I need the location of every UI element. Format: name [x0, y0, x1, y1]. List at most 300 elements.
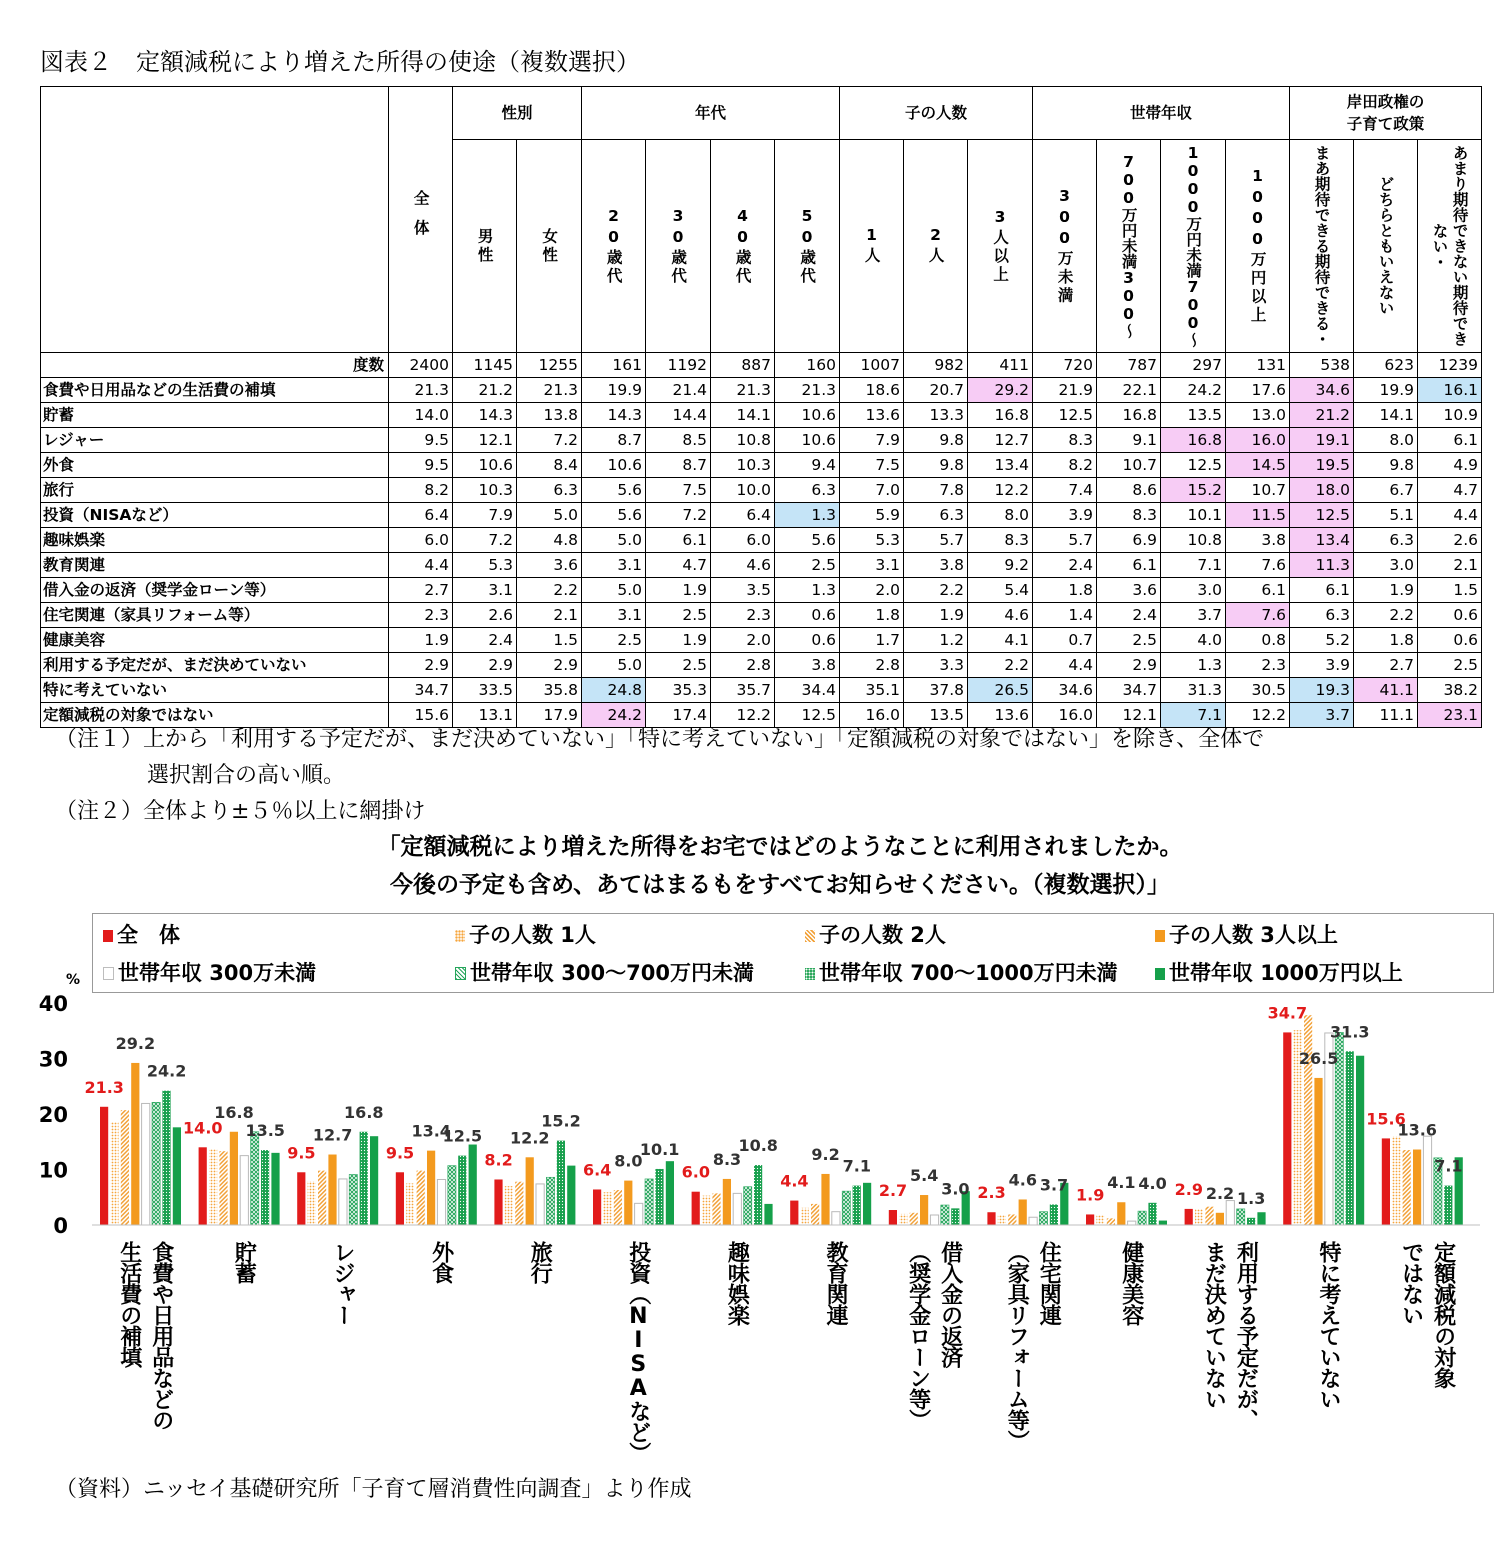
category-label: （家具リフォーム等）	[1004, 1241, 1030, 1451]
value-cell: 10.9	[1418, 403, 1482, 428]
value-cell: 8.2	[1033, 453, 1097, 478]
category-label: 貯蓄	[231, 1241, 257, 1283]
value-cell: 4.4	[1033, 653, 1097, 678]
value-cell: 10.7	[1226, 478, 1290, 503]
value-cell: 34.4	[775, 678, 840, 703]
value-cell: 2.3	[711, 603, 775, 628]
row-label: 住宅関連（家具リフォーム等）	[41, 603, 389, 628]
group-header: 世帯年収	[1033, 87, 1290, 140]
value-cell: 3.8	[904, 553, 968, 578]
column-header-text: 2人	[926, 226, 945, 266]
category-label: 食費や日用品などの	[148, 1241, 174, 1430]
value-cell: 5.2	[1290, 628, 1354, 653]
value-cell: 3.6	[1097, 578, 1161, 603]
value-cell: 10.3	[711, 453, 775, 478]
data-label-700-1000: 15.2	[541, 1111, 581, 1131]
value-cell: 26.5	[968, 678, 1033, 703]
bar	[832, 1212, 840, 1225]
data-label-700-1000: 10.1	[639, 1139, 680, 1159]
value-cell: 2.3	[389, 603, 453, 628]
value-cell: 3.3	[904, 653, 968, 678]
group-header: 年代	[582, 87, 840, 140]
bar	[1257, 1212, 1265, 1225]
value-cell: 11.3	[1290, 553, 1354, 578]
value-cell: 7.2	[517, 428, 582, 453]
value-cell: 7.6	[1226, 553, 1290, 578]
category-label: 住宅関連	[1036, 1241, 1062, 1325]
legend-label: 子の人数 2人	[819, 923, 946, 947]
value-cell: 9.4	[775, 453, 840, 478]
column-header-text: 全体	[411, 190, 430, 249]
value-cell: 9.8	[904, 428, 968, 453]
data-label-total: 34.7	[1267, 1003, 1308, 1023]
value-cell: 0.8	[1226, 628, 1290, 653]
value-cell: 9.8	[904, 453, 968, 478]
value-cell: 16.8	[968, 403, 1033, 428]
count-cell: 1145	[453, 353, 517, 378]
bar	[987, 1212, 995, 1225]
value-cell: 4.6	[711, 553, 775, 578]
value-cell: 33.5	[453, 678, 517, 703]
legend-label: 世帯年収 700〜1000万円未満	[819, 961, 1118, 985]
bar	[427, 1151, 435, 1225]
value-cell: 37.8	[904, 678, 968, 703]
bar	[764, 1204, 772, 1225]
row-label: 定額減税の対象ではない	[41, 703, 389, 728]
value-cell: 3.7	[1290, 703, 1354, 728]
y-tick-label: 20	[38, 1103, 68, 1127]
note-1-continued: 選択割合の高い順。	[147, 763, 346, 788]
data-label-3plus: 26.5	[1298, 1048, 1339, 1068]
value-cell: 16.0	[1033, 703, 1097, 728]
value-cell: 3.1	[582, 553, 646, 578]
value-cell: 8.7	[646, 453, 711, 478]
bar	[567, 1166, 575, 1225]
bar	[515, 1182, 523, 1225]
value-cell: 8.0	[968, 503, 1033, 528]
value-cell: 18.0	[1290, 478, 1354, 503]
value-cell: 3.9	[1033, 503, 1097, 528]
value-cell: 4.6	[968, 603, 1033, 628]
data-label-3plus: 29.2	[115, 1033, 156, 1053]
data-label-3plus: 16.8	[214, 1102, 254, 1122]
value-cell: 12.1	[453, 428, 517, 453]
value-cell: 1.3	[1161, 653, 1226, 678]
column-header-text: 50歳代	[798, 206, 817, 286]
value-cell: 6.3	[904, 503, 968, 528]
value-cell: 3.8	[1226, 528, 1290, 553]
value-cell: 21.2	[453, 378, 517, 403]
data-label-total: 15.6	[1366, 1109, 1406, 1129]
column-header-text: 1000万円以上	[1248, 167, 1267, 325]
bar	[1050, 1204, 1058, 1225]
value-cell: 10.1	[1161, 503, 1226, 528]
value-cell: 16.8	[1161, 428, 1226, 453]
value-cell: 8.7	[582, 428, 646, 453]
question-line-2: 今後の予定も含め、あてはまるもをすべてお知らせください。（複数選択）」	[390, 872, 1170, 898]
value-cell: 2.1	[517, 603, 582, 628]
row-label: 貯蓄	[41, 403, 389, 428]
bar	[1216, 1213, 1224, 1225]
note-2: （注２）全体より±５％以上に網掛け	[55, 799, 426, 824]
value-cell: 4.9	[1418, 453, 1482, 478]
legend-label: 世帯年収 300〜700万円未満	[470, 961, 754, 985]
column-header-text: 1人	[862, 226, 881, 266]
legend-label: 子の人数 1人	[469, 923, 596, 947]
bar	[801, 1208, 809, 1225]
data-label-3plus: 12.7	[312, 1125, 353, 1145]
legend-label: 全 体	[117, 923, 180, 947]
data-label-total: 14.0	[183, 1118, 223, 1138]
value-cell: 5.6	[582, 503, 646, 528]
value-cell: 1.5	[517, 628, 582, 653]
count-cell: 161	[582, 353, 646, 378]
count-cell: 1239	[1418, 353, 1482, 378]
value-cell: 5.6	[775, 528, 840, 553]
value-cell: 1.3	[775, 578, 840, 603]
value-cell: 2.0	[711, 628, 775, 653]
value-cell: 2.3	[1226, 653, 1290, 678]
data-label-total: 21.3	[84, 1077, 124, 1097]
value-cell: 19.5	[1290, 453, 1354, 478]
value-cell: 9.8	[1354, 453, 1418, 478]
bar	[349, 1174, 357, 1225]
bar	[546, 1177, 554, 1225]
bar	[110, 1122, 118, 1225]
value-cell: 21.3	[517, 378, 582, 403]
bar	[370, 1136, 378, 1225]
count-cell: 720	[1033, 353, 1097, 378]
value-cell: 4.7	[646, 553, 711, 578]
bar	[920, 1195, 928, 1225]
legend-label: 子の人数 3人以上	[1169, 923, 1338, 947]
value-cell: 17.9	[517, 703, 582, 728]
value-cell: 10.3	[453, 478, 517, 503]
count-cell: 623	[1354, 353, 1418, 378]
value-cell: 5.0	[517, 503, 582, 528]
row-label: レジャー	[41, 428, 389, 453]
bar	[1117, 1202, 1125, 1225]
value-cell: 13.6	[840, 403, 904, 428]
data-label-total: 4.4	[780, 1171, 809, 1191]
value-cell: 35.1	[840, 678, 904, 703]
source-note: （資料）ニッセイ基礎研究所「子育て層消費性向調査」より作成	[55, 1477, 692, 1502]
value-cell: 2.8	[840, 653, 904, 678]
bar	[142, 1103, 150, 1225]
group-header: 子の人数	[840, 87, 1033, 140]
value-cell: 2.5	[775, 553, 840, 578]
value-cell: 6.0	[389, 528, 453, 553]
value-cell: 2.5	[1097, 628, 1161, 653]
bar	[100, 1107, 108, 1225]
value-cell: 2.9	[389, 653, 453, 678]
row-label: 旅行	[41, 478, 389, 503]
value-cell: 3.0	[1354, 553, 1418, 578]
bar	[162, 1091, 170, 1225]
data-label-total: 9.5	[287, 1143, 316, 1163]
value-cell: 6.1	[1418, 428, 1482, 453]
row-label: 特に考えていない	[41, 678, 389, 703]
bar	[1237, 1209, 1245, 1225]
value-cell: 14.5	[1226, 453, 1290, 478]
value-cell: 3.1	[840, 553, 904, 578]
bar	[635, 1203, 643, 1225]
value-cell: 2.5	[1418, 653, 1482, 678]
value-cell: 7.5	[646, 478, 711, 503]
value-cell: 21.4	[646, 378, 711, 403]
bar	[209, 1150, 217, 1225]
value-cell: 6.1	[1097, 553, 1161, 578]
bar	[339, 1179, 347, 1225]
value-cell: 5.0	[582, 578, 646, 603]
figure-title: 図表２ 定額減税により増えた所得の使途（複数選択）	[40, 48, 640, 76]
value-cell: 8.5	[646, 428, 711, 453]
column-header-text: 20歳代	[604, 206, 623, 286]
column-header-text: 3人以上	[991, 207, 1010, 285]
value-cell: 1.8	[1033, 578, 1097, 603]
data-label-700-1000: 24.2	[146, 1061, 187, 1081]
note-1: （注１）上から「利用する予定だが、まだ決めていない」「特に考えていない」「定額減税の対象ではない」を除き、全体で	[55, 727, 1265, 752]
bar	[853, 1186, 861, 1225]
value-cell: 3.5	[711, 578, 775, 603]
category-label: 利用する予定だが、	[1233, 1241, 1259, 1430]
value-cell: 7.1	[1161, 703, 1226, 728]
data-label-700-1000: 3.0	[941, 1179, 970, 1199]
count-cell: 297	[1161, 353, 1226, 378]
value-cell: 14.0	[389, 403, 453, 428]
value-cell: 14.3	[453, 403, 517, 428]
value-cell: 7.9	[840, 428, 904, 453]
bar	[557, 1141, 565, 1225]
value-cell: 6.1	[1226, 578, 1290, 603]
y-tick-label: 40	[38, 992, 68, 1016]
bar	[1392, 1136, 1400, 1225]
bar	[712, 1193, 720, 1225]
value-cell: 2.5	[646, 653, 711, 678]
value-cell: 5.3	[840, 528, 904, 553]
bar	[240, 1156, 248, 1225]
value-cell: 12.2	[711, 703, 775, 728]
bar	[1346, 1051, 1354, 1225]
bar	[396, 1172, 404, 1225]
value-cell: 23.1	[1418, 703, 1482, 728]
value-cell: 8.3	[1033, 428, 1097, 453]
y-tick-label: 10	[38, 1158, 68, 1183]
value-cell: 16.1	[1418, 378, 1482, 403]
value-cell: 19.1	[1290, 428, 1354, 453]
data-label-3plus: 12.2	[510, 1128, 550, 1148]
value-cell: 34.6	[1290, 378, 1354, 403]
value-cell: 4.1	[968, 628, 1033, 653]
data-label-3plus: 4.6	[1008, 1170, 1037, 1190]
data-label-3plus: 2.2	[1205, 1183, 1235, 1203]
count-cell: 131	[1226, 353, 1290, 378]
data-label-3plus: 8.0	[614, 1151, 643, 1171]
value-cell: 13.3	[904, 403, 968, 428]
row-label: 食費や日用品などの生活費の補填	[41, 378, 389, 403]
column-header-text: どちらともいえない	[1376, 176, 1395, 316]
bar	[1382, 1138, 1390, 1225]
y-tick-label: 0	[53, 1214, 68, 1238]
value-cell: 7.4	[1033, 478, 1097, 503]
bar	[152, 1102, 160, 1225]
value-cell: 10.6	[453, 453, 517, 478]
value-cell: 6.7	[1354, 478, 1418, 503]
bar	[458, 1156, 466, 1225]
value-cell: 2.9	[1097, 653, 1161, 678]
value-cell: 5.3	[453, 553, 517, 578]
data-label-3plus: 13.4	[411, 1121, 451, 1141]
bar	[318, 1171, 326, 1225]
bar	[744, 1187, 752, 1225]
value-cell: 3.7	[1161, 603, 1226, 628]
value-cell: 2.2	[517, 578, 582, 603]
value-cell: 2.1	[1418, 553, 1482, 578]
column-header-text: 700万円未満300〜	[1119, 153, 1138, 339]
value-cell: 17.4	[646, 703, 711, 728]
value-cell: 2.7	[389, 578, 453, 603]
bar	[360, 1132, 368, 1225]
value-cell: 31.3	[1161, 678, 1226, 703]
bar	[1314, 1078, 1322, 1225]
value-cell: 29.2	[968, 378, 1033, 403]
value-cell: 35.3	[646, 678, 711, 703]
data-label-total: 6.0	[681, 1162, 710, 1182]
value-cell: 2.6	[453, 603, 517, 628]
value-cell: 2.9	[453, 653, 517, 678]
bar	[536, 1184, 544, 1225]
count-cell: 787	[1097, 353, 1161, 378]
value-cell: 10.7	[1097, 453, 1161, 478]
bar	[230, 1132, 238, 1225]
bar	[1185, 1209, 1193, 1225]
bar	[437, 1179, 445, 1225]
value-cell: 9.5	[389, 453, 453, 478]
value-cell: 0.6	[775, 628, 840, 653]
bar	[930, 1215, 938, 1225]
bar	[811, 1204, 819, 1225]
row-label: 趣味娯楽	[41, 528, 389, 553]
bar	[821, 1174, 829, 1225]
value-cell: 2.2	[968, 653, 1033, 678]
value-cell: 2.4	[1097, 603, 1161, 628]
bar	[645, 1179, 653, 1225]
value-cell: 35.8	[517, 678, 582, 703]
value-cell: 5.4	[968, 578, 1033, 603]
value-cell: 8.4	[517, 453, 582, 478]
value-cell: 41.1	[1354, 678, 1418, 703]
bar	[494, 1179, 502, 1225]
data-label-700-1000: 4.0	[1138, 1173, 1167, 1193]
value-cell: 9.5	[389, 428, 453, 453]
value-cell: 9.2	[968, 553, 1033, 578]
value-cell: 21.3	[775, 378, 840, 403]
bar	[692, 1192, 700, 1225]
bar	[1029, 1217, 1037, 1225]
bar	[526, 1157, 534, 1225]
value-cell: 12.5	[775, 703, 840, 728]
value-cell: 24.2	[1161, 378, 1226, 403]
value-cell: 13.0	[1226, 403, 1290, 428]
data-label-3plus: 4.1	[1107, 1173, 1136, 1193]
value-cell: 10.8	[711, 428, 775, 453]
category-label: 特に考えていない	[1316, 1241, 1341, 1409]
bar	[603, 1192, 611, 1225]
value-cell: 13.5	[1161, 403, 1226, 428]
bar	[261, 1150, 269, 1225]
data-label-700-1000: 3.7	[1039, 1175, 1069, 1195]
count-cell: 887	[711, 353, 775, 378]
category-label: （奨学金ローン等）	[905, 1241, 931, 1430]
data-label-700-1000: 16.8	[344, 1102, 384, 1122]
data-label-3plus: 9.2	[811, 1144, 840, 1164]
bar	[219, 1151, 227, 1225]
value-cell: 0.6	[775, 603, 840, 628]
data-label-700-1000: 13.5	[245, 1121, 285, 1141]
value-cell: 30.5	[1226, 678, 1290, 703]
row-label: 利用する予定だが、まだ決めていない	[41, 653, 389, 678]
value-cell: 4.7	[1418, 478, 1482, 503]
category-label: まだ決めていない	[1201, 1241, 1227, 1409]
value-cell: 13.4	[968, 453, 1033, 478]
value-cell: 12.2	[968, 478, 1033, 503]
bar	[593, 1189, 601, 1225]
count-cell: 411	[968, 353, 1033, 378]
bar	[754, 1165, 762, 1225]
value-cell: 8.3	[968, 528, 1033, 553]
bar	[251, 1132, 259, 1225]
value-cell: 5.7	[1033, 528, 1097, 553]
bar	[951, 1208, 959, 1225]
data-label-700-1000: 1.3	[1237, 1188, 1266, 1208]
value-cell: 7.1	[1161, 553, 1226, 578]
bar	[1019, 1199, 1027, 1225]
data-label-3plus: 8.3	[712, 1149, 742, 1169]
bar	[910, 1213, 918, 1225]
value-cell: 12.5	[1290, 503, 1354, 528]
value-cell: 3.1	[453, 578, 517, 603]
value-cell: 1.9	[646, 628, 711, 653]
bar	[733, 1193, 741, 1225]
bar	[1403, 1150, 1411, 1225]
bar	[1159, 1221, 1167, 1225]
value-cell: 14.1	[711, 403, 775, 428]
bar	[614, 1190, 622, 1225]
value-cell: 15.6	[389, 703, 453, 728]
value-cell: 7.8	[904, 478, 968, 503]
bar	[790, 1201, 798, 1225]
category-label: 借入金の返済	[937, 1241, 963, 1367]
value-cell: 3.6	[517, 553, 582, 578]
count-label: 度数	[41, 353, 389, 378]
value-cell: 2.2	[1354, 603, 1418, 628]
value-cell: 13.1	[453, 703, 517, 728]
bar	[842, 1191, 850, 1225]
value-cell: 1.9	[1354, 578, 1418, 603]
value-cell: 1.5	[1418, 578, 1482, 603]
value-cell: 1.4	[1033, 603, 1097, 628]
value-cell: 2.8	[711, 653, 775, 678]
value-cell: 2.5	[646, 603, 711, 628]
bar	[328, 1155, 336, 1225]
value-cell: 3.8	[775, 653, 840, 678]
value-cell: 8.0	[1354, 428, 1418, 453]
category-label: 教育関連	[823, 1241, 848, 1325]
data-label-total: 9.5	[385, 1143, 415, 1163]
value-cell: 5.0	[582, 653, 646, 678]
row-label: 教育関連	[41, 553, 389, 578]
bar	[1205, 1207, 1213, 1225]
